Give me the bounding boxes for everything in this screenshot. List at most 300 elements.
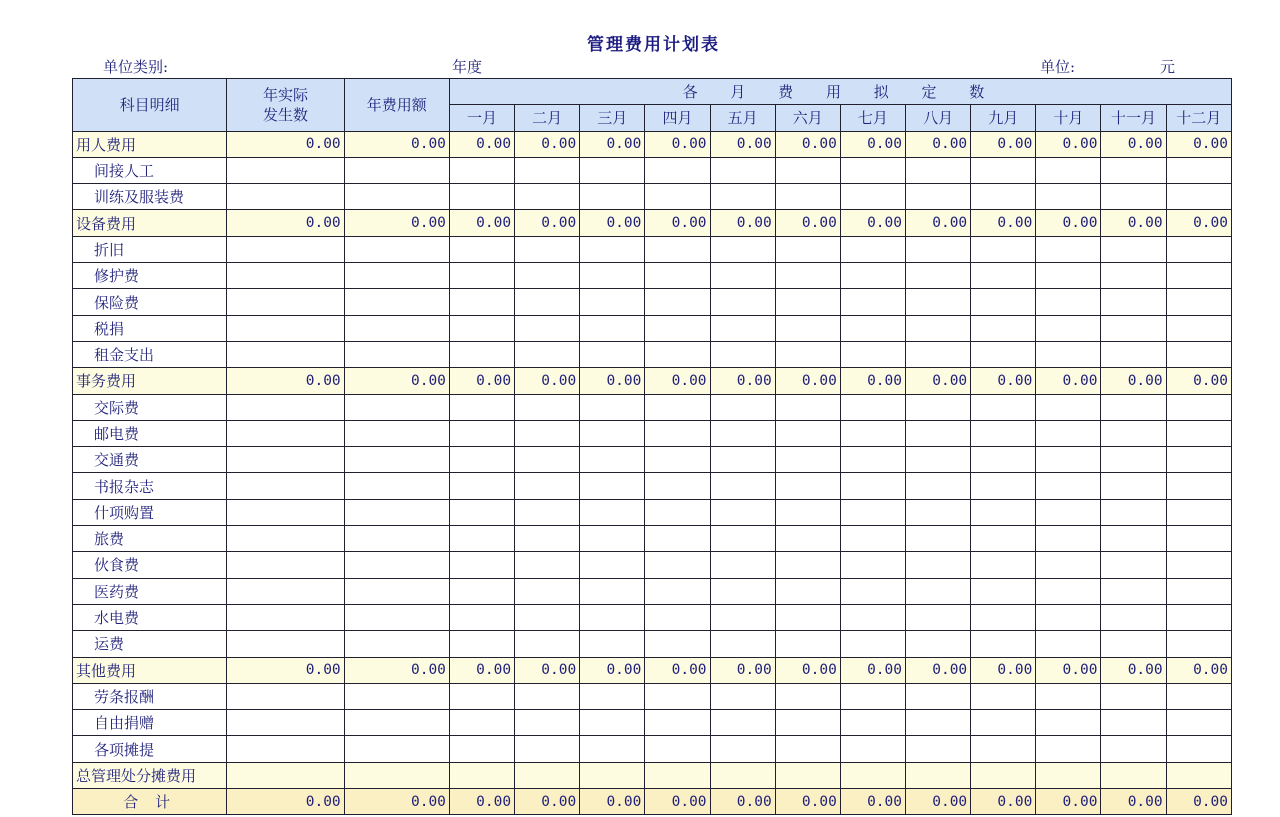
value-cell[interactable]: 0.00 [344, 210, 449, 236]
value-cell[interactable] [840, 473, 905, 499]
value-cell[interactable] [580, 315, 645, 341]
value-cell[interactable] [515, 157, 580, 183]
value-cell[interactable] [971, 236, 1036, 262]
value-cell[interactable] [449, 394, 514, 420]
value-cell[interactable] [906, 315, 971, 341]
value-cell[interactable] [227, 604, 344, 630]
value-cell[interactable] [227, 473, 344, 499]
value-cell[interactable] [710, 236, 775, 262]
value-cell[interactable] [775, 157, 840, 183]
value-cell[interactable] [580, 263, 645, 289]
value-cell[interactable] [344, 289, 449, 315]
value-cell[interactable] [775, 526, 840, 552]
value-cell[interactable] [840, 710, 905, 736]
value-cell[interactable] [1166, 710, 1231, 736]
value-cell[interactable] [344, 683, 449, 709]
value-cell[interactable] [775, 578, 840, 604]
value-cell[interactable] [645, 341, 710, 367]
value-cell[interactable] [515, 736, 580, 762]
value-cell[interactable] [1101, 499, 1166, 525]
value-cell[interactable]: 0.00 [971, 131, 1036, 157]
value-cell[interactable] [1101, 420, 1166, 446]
value-cell[interactable] [227, 184, 344, 210]
value-cell[interactable] [1166, 184, 1231, 210]
value-cell[interactable] [1036, 499, 1101, 525]
value-cell[interactable] [971, 289, 1036, 315]
value-cell[interactable] [515, 420, 580, 446]
value-cell[interactable]: 0.00 [515, 368, 580, 394]
value-cell[interactable] [645, 683, 710, 709]
value-cell[interactable] [775, 236, 840, 262]
value-cell[interactable] [971, 552, 1036, 578]
value-cell[interactable]: 0.00 [227, 657, 344, 683]
value-cell[interactable] [840, 604, 905, 630]
value-cell[interactable] [449, 236, 514, 262]
value-cell[interactable] [1036, 762, 1101, 788]
value-cell[interactable] [344, 263, 449, 289]
value-cell[interactable] [449, 315, 514, 341]
value-cell[interactable] [1166, 683, 1231, 709]
value-cell[interactable]: 0.00 [775, 789, 840, 815]
value-cell[interactable]: 0.00 [1166, 131, 1231, 157]
value-cell[interactable] [1036, 552, 1101, 578]
value-cell[interactable] [1166, 526, 1231, 552]
value-cell[interactable] [1036, 420, 1101, 446]
value-cell[interactable] [710, 184, 775, 210]
value-cell[interactable] [906, 631, 971, 657]
value-cell[interactable]: 0.00 [710, 657, 775, 683]
value-cell[interactable] [775, 394, 840, 420]
value-cell[interactable] [227, 236, 344, 262]
value-cell[interactable] [1036, 315, 1101, 341]
value-cell[interactable] [1036, 289, 1101, 315]
value-cell[interactable] [840, 499, 905, 525]
value-cell[interactable] [840, 631, 905, 657]
value-cell[interactable] [227, 526, 344, 552]
value-cell[interactable] [580, 473, 645, 499]
value-cell[interactable] [1101, 289, 1166, 315]
value-cell[interactable]: 0.00 [1101, 657, 1166, 683]
value-cell[interactable] [1166, 315, 1231, 341]
value-cell[interactable]: 0.00 [227, 368, 344, 394]
value-cell[interactable] [227, 762, 344, 788]
value-cell[interactable] [775, 289, 840, 315]
value-cell[interactable] [580, 236, 645, 262]
value-cell[interactable] [645, 420, 710, 446]
value-cell[interactable] [344, 762, 449, 788]
value-cell[interactable] [775, 473, 840, 499]
value-cell[interactable] [1101, 263, 1166, 289]
value-cell[interactable] [971, 683, 1036, 709]
value-cell[interactable] [1166, 473, 1231, 499]
value-cell[interactable] [775, 683, 840, 709]
value-cell[interactable] [1101, 578, 1166, 604]
value-cell[interactable] [840, 341, 905, 367]
value-cell[interactable] [344, 236, 449, 262]
value-cell[interactable] [449, 736, 514, 762]
value-cell[interactable] [840, 736, 905, 762]
value-cell[interactable] [840, 447, 905, 473]
value-cell[interactable] [580, 762, 645, 788]
value-cell[interactable] [449, 420, 514, 446]
value-cell[interactable] [580, 447, 645, 473]
value-cell[interactable] [515, 184, 580, 210]
value-cell[interactable] [344, 736, 449, 762]
value-cell[interactable]: 0.00 [971, 368, 1036, 394]
value-cell[interactable]: 0.00 [840, 368, 905, 394]
value-cell[interactable] [1166, 762, 1231, 788]
value-cell[interactable] [344, 157, 449, 183]
value-cell[interactable] [1101, 736, 1166, 762]
value-cell[interactable] [449, 762, 514, 788]
value-cell[interactable] [710, 762, 775, 788]
value-cell[interactable] [906, 604, 971, 630]
value-cell[interactable] [775, 184, 840, 210]
value-cell[interactable]: 0.00 [971, 657, 1036, 683]
value-cell[interactable] [344, 184, 449, 210]
value-cell[interactable] [515, 289, 580, 315]
value-cell[interactable] [449, 289, 514, 315]
value-cell[interactable] [645, 552, 710, 578]
value-cell[interactable] [906, 552, 971, 578]
value-cell[interactable] [1166, 263, 1231, 289]
value-cell[interactable] [645, 762, 710, 788]
value-cell[interactable] [1166, 157, 1231, 183]
value-cell[interactable] [344, 420, 449, 446]
value-cell[interactable] [775, 341, 840, 367]
value-cell[interactable] [645, 315, 710, 341]
value-cell[interactable]: 0.00 [840, 131, 905, 157]
value-cell[interactable]: 0.00 [645, 789, 710, 815]
value-cell[interactable] [1101, 552, 1166, 578]
value-cell[interactable] [227, 578, 344, 604]
value-cell[interactable] [580, 526, 645, 552]
value-cell[interactable]: 0.00 [449, 210, 514, 236]
value-cell[interactable] [515, 473, 580, 499]
value-cell[interactable] [906, 289, 971, 315]
value-cell[interactable] [710, 473, 775, 499]
value-cell[interactable] [580, 578, 645, 604]
value-cell[interactable] [580, 736, 645, 762]
value-cell[interactable] [1101, 236, 1166, 262]
value-cell[interactable] [645, 447, 710, 473]
value-cell[interactable] [344, 578, 449, 604]
value-cell[interactable] [227, 736, 344, 762]
value-cell[interactable] [1101, 315, 1166, 341]
value-cell[interactable] [227, 420, 344, 446]
value-cell[interactable] [227, 552, 344, 578]
value-cell[interactable] [645, 236, 710, 262]
value-cell[interactable] [515, 710, 580, 736]
value-cell[interactable]: 0.00 [1166, 368, 1231, 394]
value-cell[interactable] [227, 394, 344, 420]
value-cell[interactable] [775, 631, 840, 657]
value-cell[interactable] [1101, 526, 1166, 552]
value-cell[interactable]: 0.00 [344, 789, 449, 815]
value-cell[interactable] [775, 420, 840, 446]
value-cell[interactable] [580, 420, 645, 446]
value-cell[interactable] [775, 447, 840, 473]
value-cell[interactable]: 0.00 [775, 131, 840, 157]
value-cell[interactable] [971, 394, 1036, 420]
value-cell[interactable] [1166, 289, 1231, 315]
value-cell[interactable] [645, 473, 710, 499]
value-cell[interactable] [580, 184, 645, 210]
value-cell[interactable] [1101, 762, 1166, 788]
value-cell[interactable] [580, 631, 645, 657]
value-cell[interactable]: 0.00 [515, 210, 580, 236]
value-cell[interactable] [840, 552, 905, 578]
value-cell[interactable]: 0.00 [971, 789, 1036, 815]
value-cell[interactable] [710, 447, 775, 473]
value-cell[interactable] [515, 578, 580, 604]
value-cell[interactable]: 0.00 [1101, 131, 1166, 157]
value-cell[interactable] [227, 289, 344, 315]
value-cell[interactable] [906, 683, 971, 709]
value-cell[interactable]: 0.00 [840, 657, 905, 683]
value-cell[interactable]: 0.00 [580, 131, 645, 157]
value-cell[interactable]: 0.00 [775, 368, 840, 394]
value-cell[interactable] [710, 526, 775, 552]
value-cell[interactable]: 0.00 [1101, 368, 1166, 394]
value-cell[interactable] [580, 289, 645, 315]
value-cell[interactable] [227, 157, 344, 183]
value-cell[interactable] [1166, 578, 1231, 604]
value-cell[interactable] [449, 447, 514, 473]
value-cell[interactable] [775, 315, 840, 341]
value-cell[interactable] [1101, 341, 1166, 367]
value-cell[interactable] [645, 499, 710, 525]
value-cell[interactable]: 0.00 [449, 657, 514, 683]
value-cell[interactable] [971, 420, 1036, 446]
value-cell[interactable]: 0.00 [840, 210, 905, 236]
value-cell[interactable] [1036, 394, 1101, 420]
value-cell[interactable]: 0.00 [1036, 210, 1101, 236]
value-cell[interactable] [227, 683, 344, 709]
value-cell[interactable] [515, 762, 580, 788]
value-cell[interactable] [515, 604, 580, 630]
value-cell[interactable] [906, 420, 971, 446]
value-cell[interactable] [1166, 552, 1231, 578]
value-cell[interactable] [775, 499, 840, 525]
value-cell[interactable] [645, 710, 710, 736]
value-cell[interactable]: 0.00 [580, 368, 645, 394]
value-cell[interactable] [645, 631, 710, 657]
value-cell[interactable] [840, 184, 905, 210]
value-cell[interactable] [710, 289, 775, 315]
value-cell[interactable] [906, 710, 971, 736]
value-cell[interactable] [645, 289, 710, 315]
value-cell[interactable]: 0.00 [710, 131, 775, 157]
value-cell[interactable] [1036, 710, 1101, 736]
value-cell[interactable]: 0.00 [1036, 368, 1101, 394]
value-cell[interactable] [344, 447, 449, 473]
value-cell[interactable] [906, 394, 971, 420]
value-cell[interactable] [344, 341, 449, 367]
value-cell[interactable]: 0.00 [906, 657, 971, 683]
value-cell[interactable] [1036, 578, 1101, 604]
value-cell[interactable] [906, 499, 971, 525]
value-cell[interactable] [775, 710, 840, 736]
value-cell[interactable] [775, 604, 840, 630]
value-cell[interactable] [1101, 604, 1166, 630]
value-cell[interactable] [1101, 473, 1166, 499]
value-cell[interactable] [227, 315, 344, 341]
value-cell[interactable] [344, 631, 449, 657]
value-cell[interactable] [840, 289, 905, 315]
value-cell[interactable] [1101, 447, 1166, 473]
value-cell[interactable] [971, 710, 1036, 736]
value-cell[interactable]: 0.00 [1036, 131, 1101, 157]
value-cell[interactable]: 0.00 [840, 789, 905, 815]
value-cell[interactable] [1036, 263, 1101, 289]
value-cell[interactable]: 0.00 [906, 789, 971, 815]
value-cell[interactable] [227, 341, 344, 367]
value-cell[interactable] [906, 473, 971, 499]
value-cell[interactable] [840, 578, 905, 604]
value-cell[interactable]: 0.00 [710, 789, 775, 815]
value-cell[interactable] [227, 263, 344, 289]
value-cell[interactable] [906, 762, 971, 788]
value-cell[interactable] [580, 710, 645, 736]
value-cell[interactable] [580, 552, 645, 578]
value-cell[interactable] [906, 184, 971, 210]
value-cell[interactable] [1036, 184, 1101, 210]
value-cell[interactable] [1101, 394, 1166, 420]
value-cell[interactable] [1166, 236, 1231, 262]
value-cell[interactable] [1166, 394, 1231, 420]
value-cell[interactable] [515, 683, 580, 709]
value-cell[interactable] [775, 736, 840, 762]
value-cell[interactable] [710, 315, 775, 341]
value-cell[interactable]: 0.00 [645, 131, 710, 157]
value-cell[interactable] [906, 736, 971, 762]
value-cell[interactable]: 0.00 [515, 131, 580, 157]
value-cell[interactable]: 0.00 [645, 210, 710, 236]
value-cell[interactable] [1036, 631, 1101, 657]
value-cell[interactable]: 0.00 [1036, 657, 1101, 683]
value-cell[interactable]: 0.00 [1166, 657, 1231, 683]
value-cell[interactable] [515, 552, 580, 578]
value-cell[interactable] [344, 604, 449, 630]
value-cell[interactable] [515, 447, 580, 473]
value-cell[interactable] [1036, 341, 1101, 367]
value-cell[interactable] [1036, 526, 1101, 552]
value-cell[interactable] [971, 447, 1036, 473]
value-cell[interactable]: 0.00 [580, 657, 645, 683]
value-cell[interactable] [971, 762, 1036, 788]
value-cell[interactable]: 0.00 [906, 368, 971, 394]
value-cell[interactable] [227, 499, 344, 525]
value-cell[interactable] [906, 236, 971, 262]
value-cell[interactable] [645, 526, 710, 552]
value-cell[interactable] [645, 157, 710, 183]
value-cell[interactable]: 0.00 [971, 210, 1036, 236]
value-cell[interactable] [710, 157, 775, 183]
value-cell[interactable] [1166, 631, 1231, 657]
value-cell[interactable]: 0.00 [775, 657, 840, 683]
value-cell[interactable] [449, 499, 514, 525]
value-cell[interactable] [971, 157, 1036, 183]
value-cell[interactable] [775, 762, 840, 788]
value-cell[interactable] [710, 552, 775, 578]
value-cell[interactable] [1036, 736, 1101, 762]
value-cell[interactable] [1101, 710, 1166, 736]
value-cell[interactable] [1101, 631, 1166, 657]
value-cell[interactable] [710, 604, 775, 630]
value-cell[interactable] [710, 341, 775, 367]
value-cell[interactable] [580, 499, 645, 525]
value-cell[interactable] [710, 420, 775, 446]
value-cell[interactable] [515, 263, 580, 289]
value-cell[interactable] [840, 315, 905, 341]
value-cell[interactable]: 0.00 [1166, 789, 1231, 815]
value-cell[interactable] [449, 631, 514, 657]
value-cell[interactable] [515, 499, 580, 525]
value-cell[interactable] [971, 631, 1036, 657]
value-cell[interactable] [449, 157, 514, 183]
value-cell[interactable] [1101, 157, 1166, 183]
value-cell[interactable]: 0.00 [515, 657, 580, 683]
value-cell[interactable] [1101, 683, 1166, 709]
value-cell[interactable] [449, 552, 514, 578]
value-cell[interactable] [344, 499, 449, 525]
value-cell[interactable]: 0.00 [449, 789, 514, 815]
value-cell[interactable] [449, 184, 514, 210]
value-cell[interactable] [971, 604, 1036, 630]
value-cell[interactable] [710, 736, 775, 762]
value-cell[interactable] [449, 341, 514, 367]
value-cell[interactable] [1166, 499, 1231, 525]
value-cell[interactable] [449, 604, 514, 630]
value-cell[interactable] [515, 236, 580, 262]
value-cell[interactable]: 0.00 [1036, 789, 1101, 815]
value-cell[interactable] [580, 683, 645, 709]
value-cell[interactable] [645, 604, 710, 630]
value-cell[interactable] [1166, 736, 1231, 762]
value-cell[interactable] [344, 394, 449, 420]
value-cell[interactable] [227, 710, 344, 736]
value-cell[interactable] [710, 394, 775, 420]
value-cell[interactable] [449, 526, 514, 552]
value-cell[interactable] [840, 157, 905, 183]
value-cell[interactable]: 0.00 [227, 789, 344, 815]
value-cell[interactable] [580, 604, 645, 630]
value-cell[interactable] [449, 263, 514, 289]
value-cell[interactable] [645, 394, 710, 420]
value-cell[interactable]: 0.00 [449, 368, 514, 394]
value-cell[interactable] [906, 341, 971, 367]
value-cell[interactable]: 0.00 [344, 131, 449, 157]
value-cell[interactable] [840, 394, 905, 420]
value-cell[interactable]: 0.00 [1166, 210, 1231, 236]
value-cell[interactable]: 0.00 [1101, 210, 1166, 236]
value-cell[interactable] [1036, 447, 1101, 473]
value-cell[interactable] [645, 184, 710, 210]
value-cell[interactable] [906, 578, 971, 604]
value-cell[interactable] [1166, 604, 1231, 630]
value-cell[interactable] [515, 394, 580, 420]
value-cell[interactable] [344, 315, 449, 341]
value-cell[interactable] [449, 683, 514, 709]
value-cell[interactable] [775, 263, 840, 289]
value-cell[interactable] [906, 157, 971, 183]
value-cell[interactable] [840, 263, 905, 289]
value-cell[interactable]: 0.00 [449, 131, 514, 157]
value-cell[interactable]: 0.00 [344, 657, 449, 683]
value-cell[interactable] [645, 263, 710, 289]
value-cell[interactable] [1166, 341, 1231, 367]
